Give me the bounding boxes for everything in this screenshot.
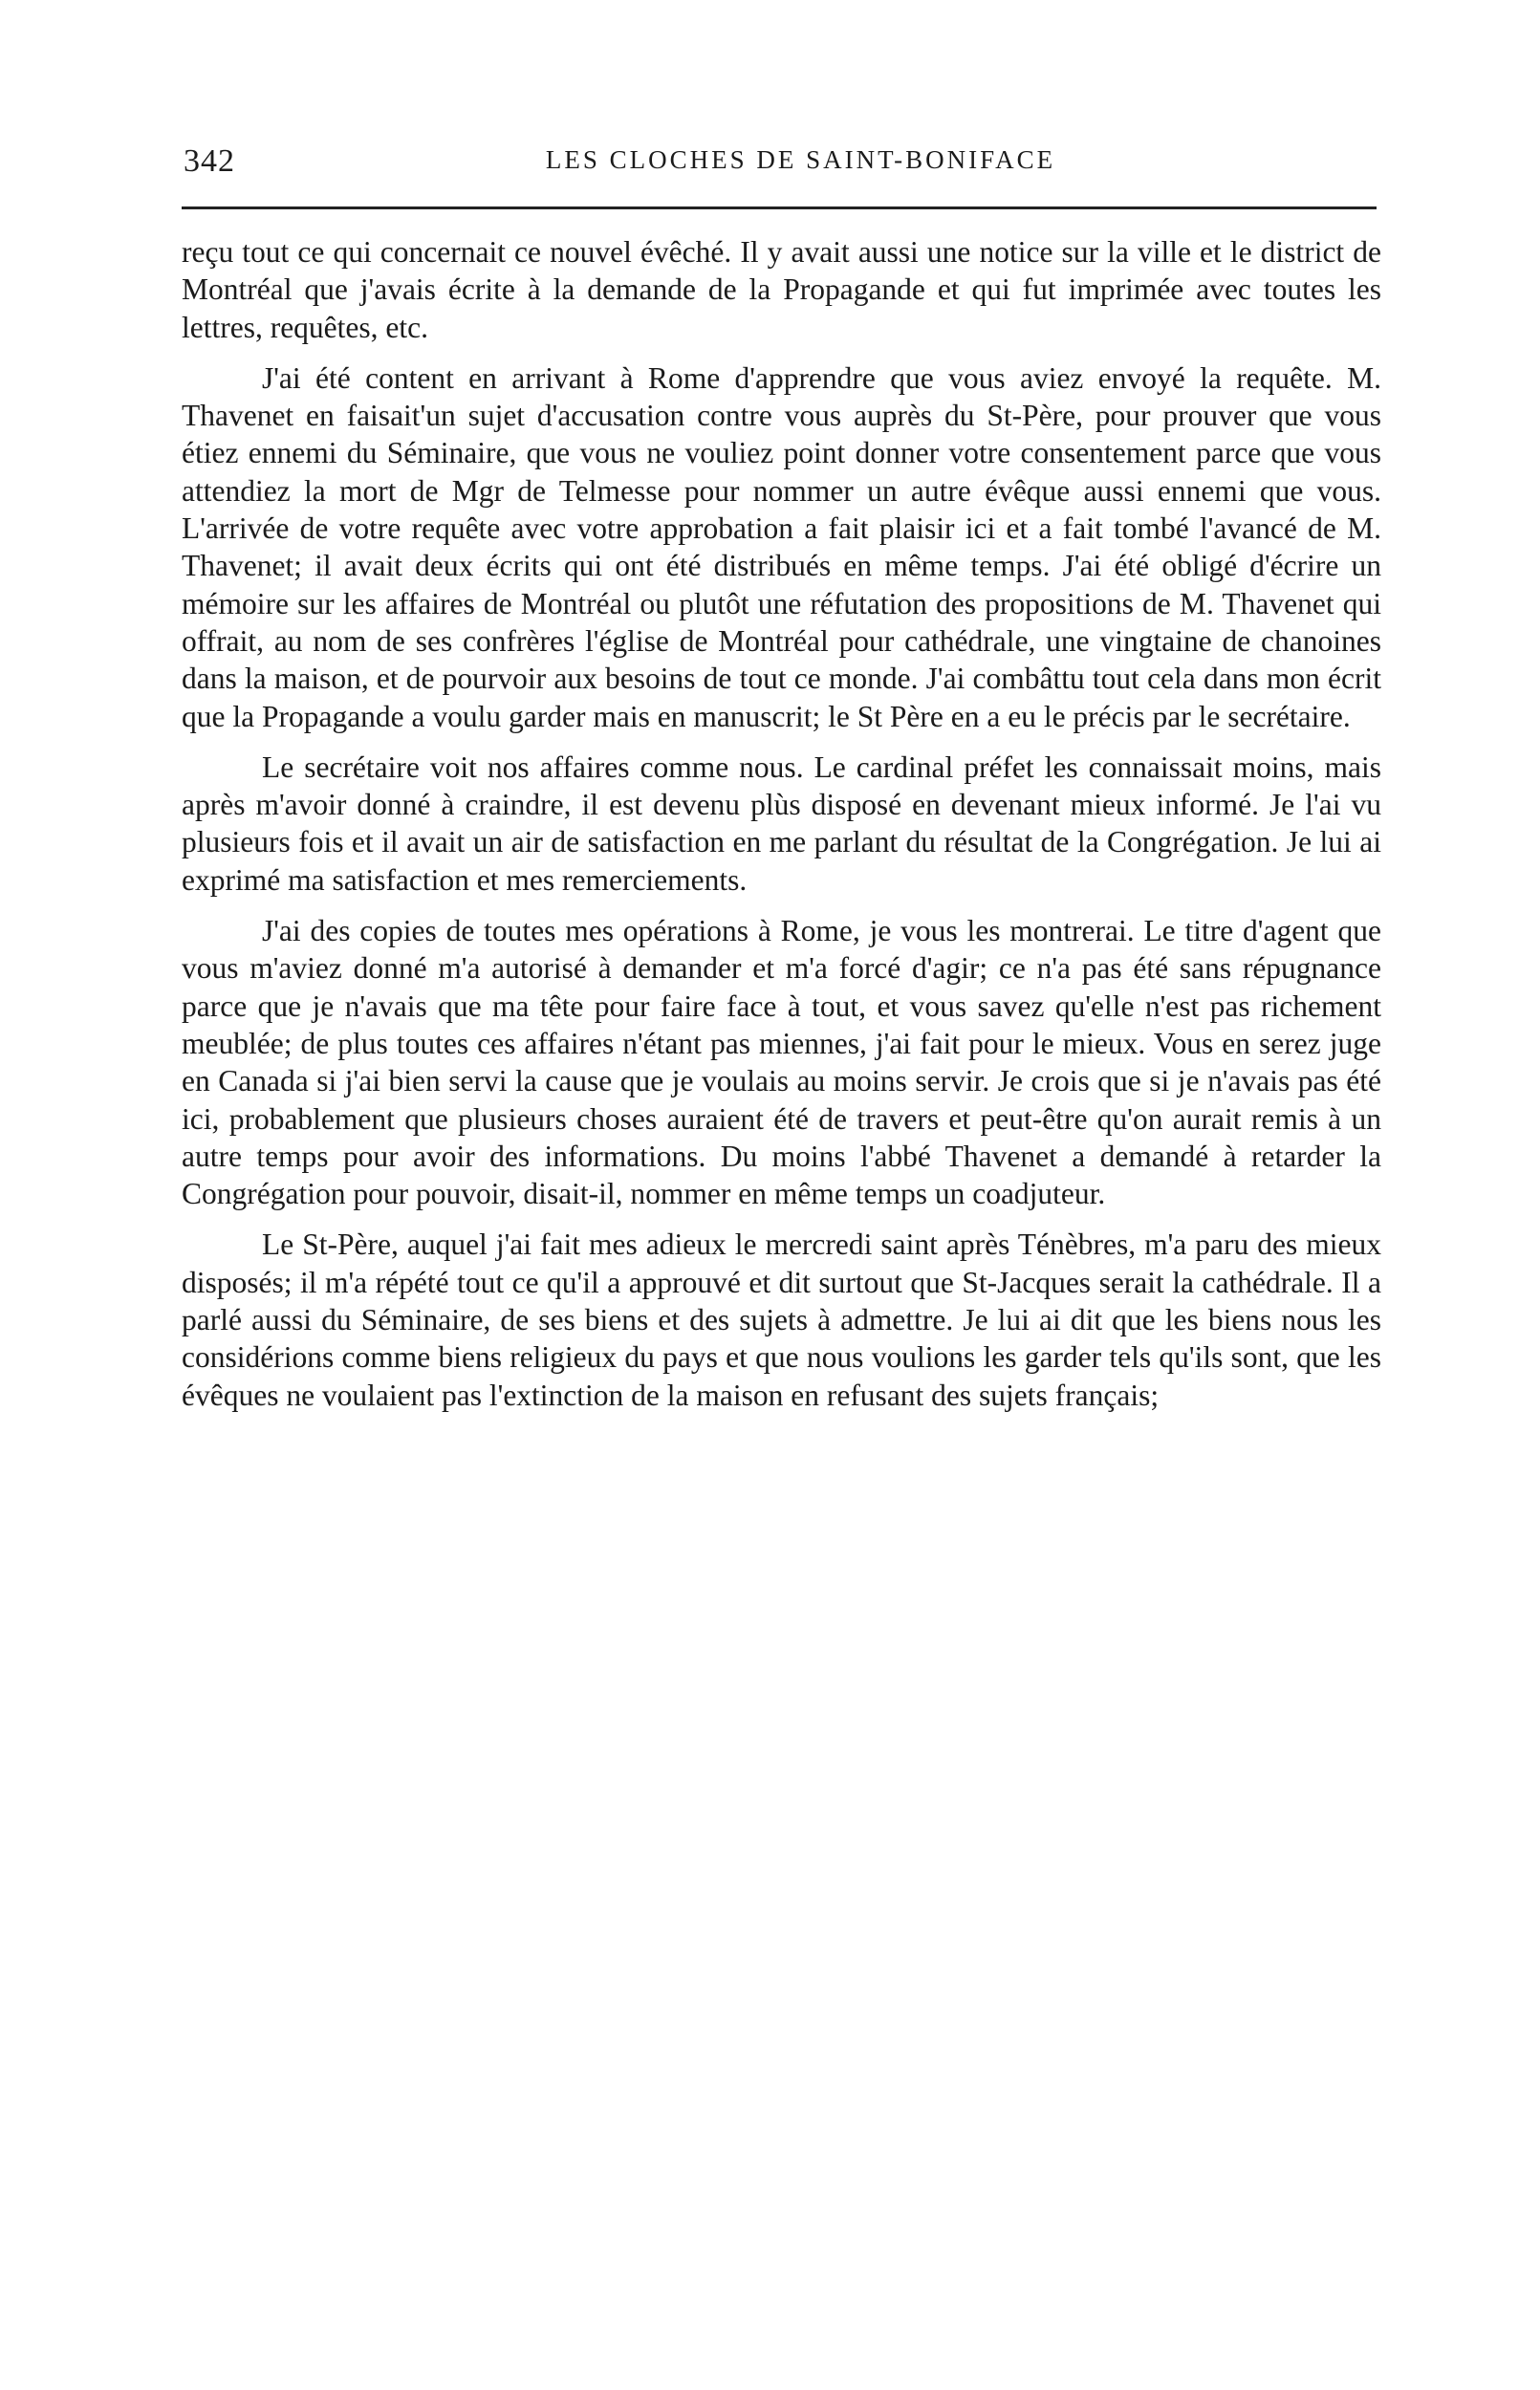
paragraph-4: J'ai des copies de toutes mes opérations à Rome, je vous les montrerai. Le titre d'agent que vous m'aviez donné m'a autorisé à demander et m'a forcé d'agir; ce n'a pas été sans répugnance parce que je n'avais que ma tête pour faire face à tout, et vous savez qu'elle n'est pas richement meublée; de plus toutes ces affaires n'étant pas miennes, j'ai fait pour le mieux. Vous en serez juge en Canada si j'ai bien servi la cause que je voulais au moins servir. Je crois que si je n'avais pas été ici, probablement que plusieurs choses auraient été de travers et peut-être qu'on aurait remis à un autre temps pour avoir des informations. Du moins l'abbé Thavenet a demandé à retarder la Congrégation pour pouvoir, disait-il, nommer en même temps un coadjuteur. [182, 914, 1381, 1211]
running-title: LES CLOCHES DE SAINT-BONIFACE [545, 145, 1056, 174]
paragraph-1: reçu tout ce qui concernait ce nouvel évêché. Il y avait aussi une notice sur la ville et le district de Montréal que j'avais écrite à la demande de la Propagande et qui fut imprimée avec toutes les lettres, requêtes, etc. [182, 235, 1381, 344]
document-page [182, 0, 1381, 2390]
paragraph-2: J'ai été content en arrivant à Rome d'apprendre que vous aviez envoyé la requête. M. Thavenet en faisait'un sujet d'accusation contre vous auprès du St-Père, pour prouver que vous étiez ennemi du Séminaire, que vous ne vouliez point donner votre consentement parce que vous attendiez la mort de Mgr de Telmesse pour nommer un autre évêque aussi ennemi que vous. L'arrivée de votre requête avec votre approbation a fait plaisir ici et a fait tombé l'avancé de M. Thavenet; il avait deux écrits qui ont été distribués en même temps. J'ai été obligé d'écrire un mémoire sur les affaires de Montréal ou plutôt une réfutation des propositions de M. Thavenet qui offrait, au nom de ses confrères l'église de Montréal pour cathédrale, une vingtaine de chanoines dans la maison, et de pourvoir aux besoins de tout ce monde. J'ai combâttu tout cela dans mon écrit que la Propagande a voulu garder mais en manuscrit; le St Père en a eu le précis par le secrétaire. [182, 360, 1381, 733]
body-text [182, 233, 1381, 1427]
header-rule [182, 206, 1377, 209]
paragraph-3: Le secrétaire voit nos affaires comme nous. Le cardinal préfet les connaissait moins, mais après m'avoir donné à craindre, il est devenu plùs disposé en devenant mieux informé. Je l'ai vu plusieurs fois et il avait un air de satisfaction en me parlant du résultat de la Congrégation. Je lui ai exprimé ma satisfaction et mes remerciements. [182, 750, 1381, 897]
page-header [182, 143, 1381, 191]
paragraph-5: Le St-Père, auquel j'ai fait mes adieux le mercredi saint après Ténèbres, m'a paru des mieux disposés; il m'a répété tout ce qu'il a approuvé et dit surtout que St-Jacques serait la cathédrale. Il a parlé aussi du Séminaire, de ses biens et des sujets à admettre. Je lui ai dit que les biens nous les considérions comme biens religieux du pays et que nous voulions les garder tels qu'ils sont, que les évêques ne voulaient pas l'extinction de la maison en refusant des sujets français; [182, 1228, 1381, 1412]
page-number: 342 [184, 143, 235, 179]
